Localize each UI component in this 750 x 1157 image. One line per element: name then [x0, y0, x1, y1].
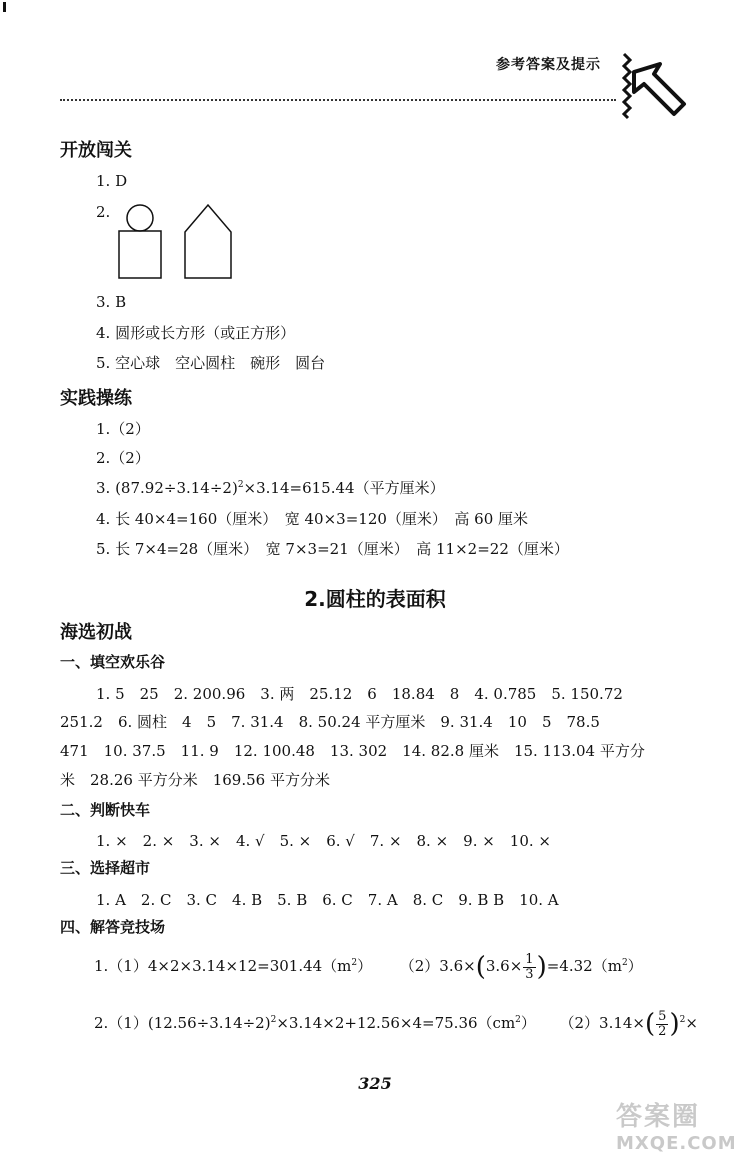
practice-item-3-pre: 3. (87.92÷3.14÷2)	[96, 479, 238, 497]
practice-item-3-post: ×3.14=615.44（平方厘米）	[243, 479, 445, 497]
answer-1	[94, 952, 643, 982]
practice-item-1: 1.（2）	[96, 420, 150, 438]
fraction-numerator: 1	[525, 951, 534, 967]
open-pass-item-3: 3. B	[96, 293, 127, 311]
answer-1-a-post: ）	[357, 957, 373, 975]
watermark-line-1: 答案圈	[616, 1102, 701, 1132]
answer-1-b-pre: （2）3.6×	[399, 957, 476, 975]
heading-fill-blank: 一、填空欢乐谷	[60, 653, 166, 671]
watermark-line-2: MXQE.COM	[616, 1133, 737, 1154]
practice-item-5: 5. 长 7×4=28（厘米） 宽 7×3=21（厘米） 高 11×2=22（厘米）	[96, 540, 569, 558]
fraction-denominator: 3	[525, 966, 534, 982]
answer-1-b-end: ）	[627, 957, 643, 975]
superscript: 2	[515, 1015, 521, 1025]
open-pass-item-5: 5. 空心球 空心圆柱 碗形 圆台	[96, 354, 326, 372]
open-pass-item-1: 1. D	[96, 172, 128, 190]
fraction-one-third	[523, 953, 535, 982]
answer-1-a-pre: 1.（1）4×2×3.14×12=301.44（m	[94, 957, 352, 975]
practice-item-4: 4. 长 40×4=160（厘米） 宽 40×3=120（厘米） 高 60 厘米	[96, 510, 529, 528]
paren-right: )	[669, 1009, 680, 1039]
paren-right: )	[536, 952, 547, 982]
superscript: 2	[237, 480, 244, 490]
superscript: 2	[621, 958, 628, 968]
arrow-icon	[612, 46, 690, 124]
answer-2	[94, 1009, 698, 1039]
judge-line: 1. × 2. × 3. × 4. √ 5. × 6. √ 7. × 8. × 9. × 10. ×	[96, 832, 552, 850]
page-number: 325	[358, 1074, 392, 1093]
practice-item-2: 2.（2）	[96, 449, 150, 467]
fraction-five-halves	[656, 1010, 668, 1039]
header-title: 参考答案及提示	[496, 57, 601, 73]
heading-judge: 二、判断快车	[60, 801, 151, 819]
practice-item-3	[96, 477, 445, 498]
shape-figures	[112, 200, 242, 284]
heading-sea-select: 海选初战	[60, 622, 132, 643]
choice-line: 1. A 2. C 3. C 4. B 5. B 6. C 7. A 8. C 9. B B 10. A	[96, 891, 559, 909]
heading-open-pass: 开放闯关	[60, 140, 132, 161]
answer-2-a-pre: 2.（1）(12.56÷3.14÷2)	[94, 1014, 271, 1032]
fill-line-2: 251.2 6. 圆柱 4 5 7. 31.4 8. 50.24 平方厘米 9. 31.4 10 5 78.5	[60, 713, 600, 731]
heading-practice: 实践操练	[60, 388, 132, 409]
answer-1-b-post: =4.32（m	[546, 957, 622, 975]
open-pass-item-2-label: 2.	[96, 203, 111, 221]
superscript: 2	[351, 958, 358, 968]
fill-line-1: 1. 5 25 2. 200.96 3. 两 25.12 6 18.84 8 4. 0.785 5. 150.72	[96, 685, 623, 703]
answer-2-b-pre: （2）3.14×	[559, 1014, 645, 1032]
header-dotted-rule	[60, 99, 616, 101]
watermark-logo	[616, 1096, 742, 1152]
superscript: 2	[270, 1015, 277, 1025]
section-title: 2.圆柱的表面积	[304, 587, 446, 611]
paren-left: (	[475, 952, 486, 982]
superscript: 2	[679, 1015, 686, 1025]
corner-mark	[3, 2, 6, 12]
answer-1-b-mid: 3.6×	[485, 957, 523, 975]
open-pass-item-4: 4. 圆形或长方形（或正方形）	[96, 324, 296, 342]
fill-line-3: 471 10. 37.5 11. 9 12. 100.48 13. 302 14. 82.8 厘米 15. 113.04 平方分	[60, 742, 645, 760]
answer-2-b-post: ×	[685, 1014, 698, 1032]
heading-choice: 三、选择超市	[60, 859, 151, 877]
heading-answer: 四、解答竞技场	[60, 918, 166, 936]
fraction-denominator: 2	[658, 1023, 667, 1039]
fill-line-4: 米 28.26 平方分米 169.56 平方分米	[60, 771, 330, 789]
fraction-numerator: 5	[658, 1008, 667, 1024]
paren-left: (	[645, 1009, 656, 1039]
answer-2-a-post: ×3.14×2+12.56×4=75.36（cm	[276, 1014, 516, 1032]
answer-2-a-end: ）	[520, 1014, 536, 1032]
